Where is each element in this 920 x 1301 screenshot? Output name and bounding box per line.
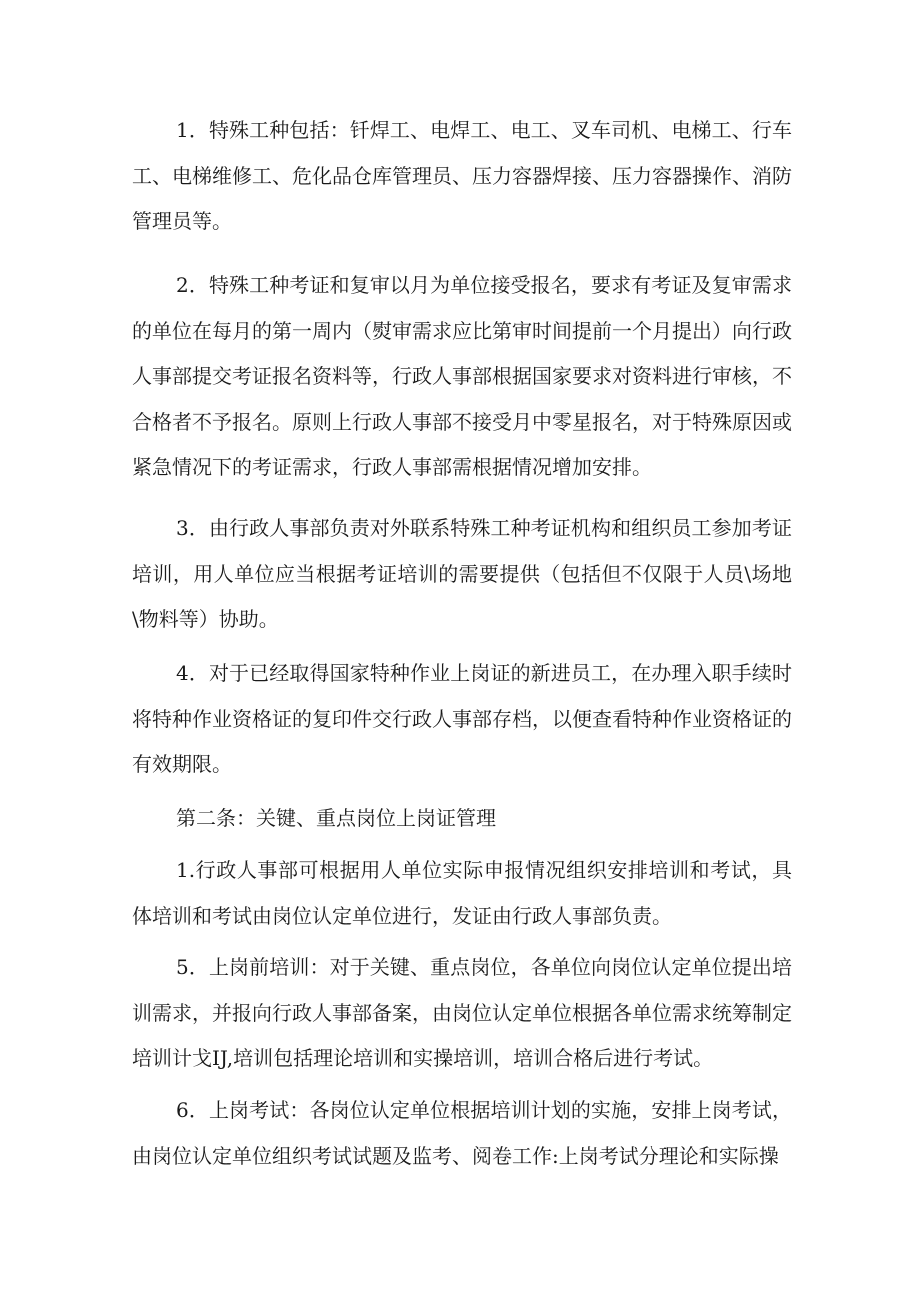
paragraph-new-employee-certificates: 4．对于已经取得国家特种作业上岗证的新进员工，在办理入职手续时将特种作业资格证的复印件交行政人事部存档，以便查看特种作业资格证的有效期限。 (132, 661, 792, 776)
paragraph-pre-job-training: 5．上岗前培训：对于关键、重点岗位，各单位向岗位认定单位提出培训需求，并报向行政人事部备案，由岗位认定单位根据各单位需求统筹制定培训计戈IJ,培训包括理论培训和实操培训，培训合格后进行考试。 (132, 955, 792, 1070)
paragraph-exam-registration: 2．特殊工种考证和复审以月为单位接受报名，要求有考证及复审需求的单位在每月的第一周内（熨审需求应比第审时间提前一个月提出）向行政人事部提交考证报名资料等，行政人事部根据国家要求对资料进行审核，不合格者不予报名。原则上行政人事部不接受月中零星报名，对于特殊原因或紧急情况下的考证需求，行政人事部需根据情况增加安排。 (132, 273, 792, 479)
paragraph-special-trades-list: 1．特殊工种包括：钎焊工、电焊工、电工、叉车司机、电梯工、行车工、电梯维修工、危化品仓库管理员、压力容器焊接、压力容器操作、消防管理员等。 (132, 118, 792, 233)
paragraph-exam-training-org: 3．由行政人事部负责对外联系特殊工种考证机构和组织员工参加考证培训，用人单位应当根据考证培训的需要提供（包括但不仅限于人员\场地\物料等）协助。 (132, 516, 792, 631)
section-heading-article-two: 第二条：关键、重点岗位上岗证管理 (176, 806, 496, 830)
paragraph-job-exam: 6．上岗考试：各岗位认定单位根据培训计划的实施，安排上岗考试，由岗位认定单位组织考试试题及监考、阅卷工作:上岗考试分理论和实际操 (132, 1098, 792, 1168)
paragraph-training-arrangement: 1.行政人事部可根据用人单位实际申报情况组织安排培训和考试，具体培训和考试由岗位认定单位进行，发证由行政人事部负责。 (132, 858, 792, 928)
